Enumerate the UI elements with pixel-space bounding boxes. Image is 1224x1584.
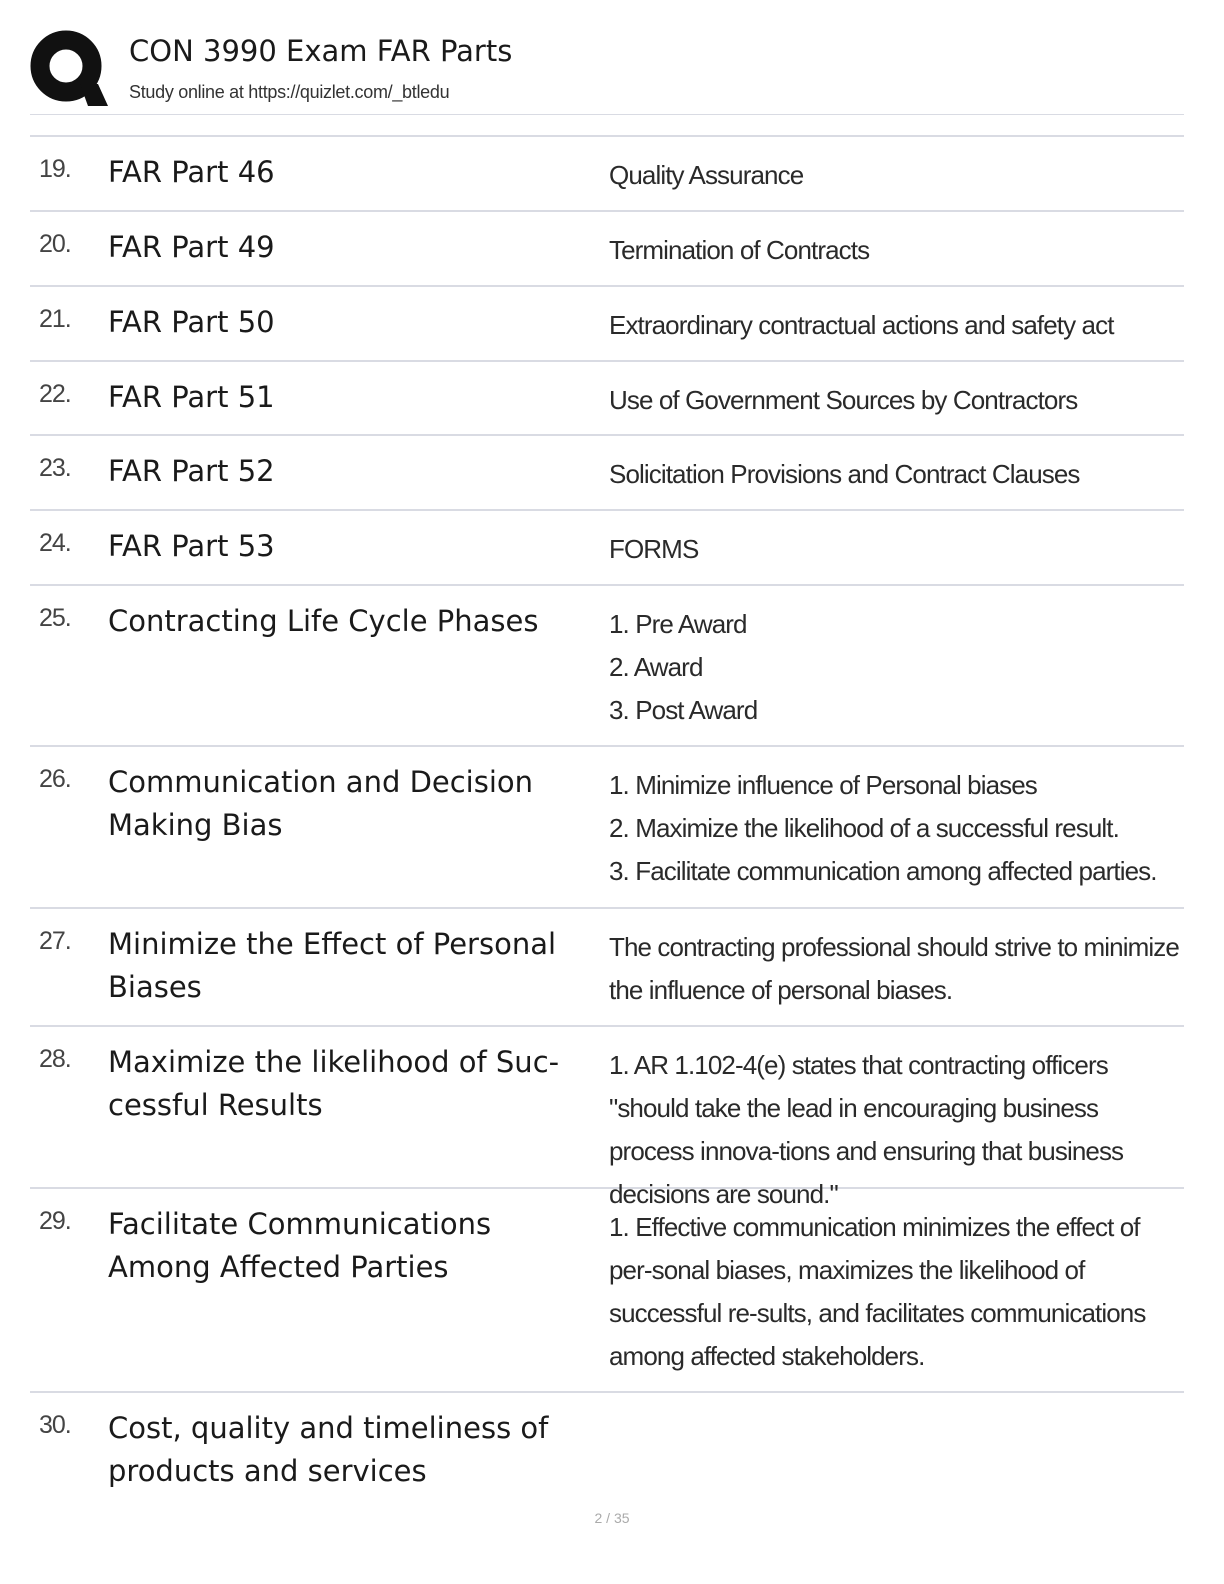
card-term: Contracting Life Cycle Phases: [108, 604, 539, 638]
card-number: 21.: [39, 305, 71, 333]
card-definition: FORMS: [609, 534, 699, 564]
page-number: 2 / 35: [594, 1510, 630, 1526]
card-number: 23.: [39, 454, 71, 482]
page-title: CON 3990 Exam FAR Parts: [129, 34, 513, 68]
card-definition: Termination of Contracts: [609, 235, 870, 265]
card-definition: Extraordinary contractual actions and safety act: [609, 310, 1114, 340]
flashcard-row: [30, 362, 1184, 436]
card-term: Cost, quality and timeliness of products and services: [108, 1411, 549, 1488]
card-term: FAR Part 49: [108, 230, 275, 264]
card-term: FAR Part 51: [108, 380, 275, 414]
flashcard-row: [30, 137, 1184, 212]
card-term: FAR Part 53: [108, 529, 275, 563]
card-definition: Use of Government Sources by Contractors: [609, 385, 1078, 415]
flashcard-row: [30, 436, 1184, 511]
flashcard-row: [30, 511, 1184, 586]
card-definition: Quality Assurance: [609, 160, 804, 190]
quizlet-logo-icon: [30, 28, 110, 108]
flashcard-row: [30, 1189, 1184, 1393]
flashcard-row: [30, 212, 1184, 287]
card-number: 30.: [39, 1411, 71, 1439]
card-term: Minimize the Effect of Personal Biases: [108, 927, 557, 1004]
flashcard-list: [30, 135, 1184, 1513]
card-number: 25.: [39, 604, 71, 632]
card-term: Maximize the likelihood of Suc-cessful Results: [108, 1045, 560, 1122]
card-term: Facilitate Communications Among Affected Parties: [108, 1207, 492, 1284]
card-number: 27.: [39, 927, 71, 955]
card-number: 19.: [39, 155, 71, 183]
card-number: 20.: [39, 230, 71, 258]
card-definition: 1. Minimize influence of Personal biases 2. Maximize the likelihood of a successful result. 3. Facilitate communication among affected parties.: [609, 770, 1157, 886]
card-definition: The contracting professional should strive to minimize the influence of personal biases.: [609, 932, 1179, 1005]
card-term: FAR Part 50: [108, 305, 275, 339]
card-number: 26.: [39, 765, 71, 793]
card-definition: 1. Pre Award 2. Award 3. Post Award: [609, 609, 758, 725]
flashcard-row: [30, 909, 1184, 1027]
card-definition: 1. AR 1.102-4(e) states that contracting officers "should take the lead in encouraging business process innova-tions and ensuring that business decisions are sound.": [609, 1050, 1124, 1209]
card-number: 22.: [39, 380, 71, 408]
page-subtitle: Study online at https://quizlet.com/_btledu: [129, 82, 450, 102]
card-term: FAR Part 46: [108, 155, 275, 189]
flashcard-row: [30, 747, 1184, 909]
page-header: [30, 28, 1184, 115]
card-number: 29.: [39, 1207, 71, 1235]
card-number: 28.: [39, 1045, 71, 1073]
flashcard-row: [30, 1027, 1184, 1209]
flashcard-row: [30, 1393, 1184, 1513]
card-term: Communication and Decision Making Bias: [108, 765, 534, 842]
card-number: 24.: [39, 529, 71, 557]
flashcard-row: [30, 287, 1184, 362]
card-definition: 1. Effective communication minimizes the effect of per-sonal biases, maximizes the likelihood of successful re-sults, and facilitates communications among affected stakeholders.: [609, 1212, 1146, 1371]
card-term: FAR Part 52: [108, 454, 275, 488]
card-definition: Solicitation Provisions and Contract Clauses: [609, 459, 1080, 489]
flashcard-row: [30, 586, 1184, 747]
